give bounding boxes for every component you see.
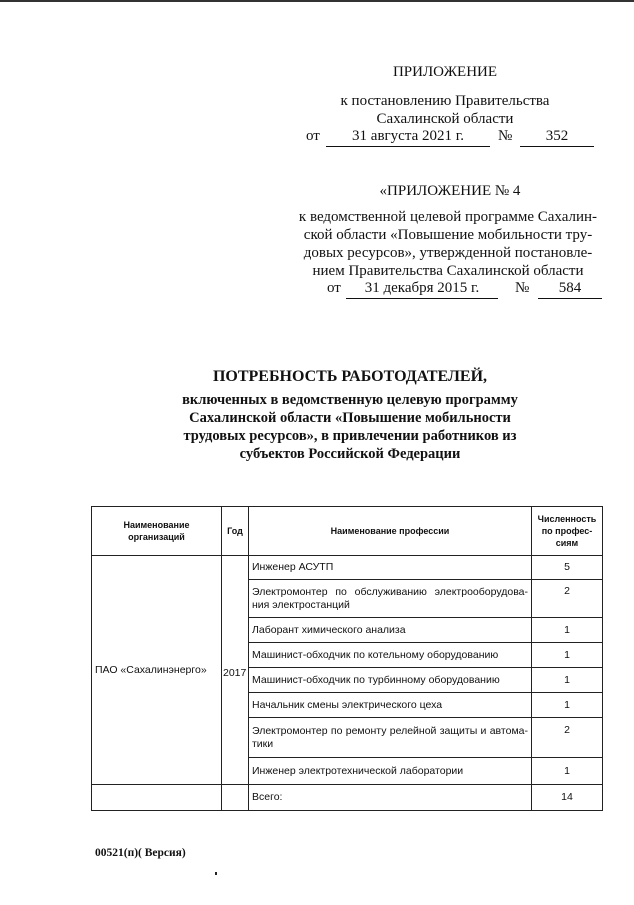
appendix4-date: 31 декабря 2015 г.	[346, 279, 498, 299]
table-header-row	[92, 507, 603, 556]
appendix-line-2: Сахалинской области	[376, 111, 514, 127]
count-cell: 2	[532, 580, 603, 618]
header-count: Численность по профес- сиям	[532, 507, 603, 556]
appendix4-number: 584	[538, 279, 602, 299]
appendix4-number-label: №	[515, 280, 530, 296]
profession-cell: Начальник смены электрического цеха	[249, 693, 532, 718]
header-profession: Наименование профессии	[249, 507, 532, 556]
employer-demand-table	[91, 506, 603, 811]
count-cell: 1	[532, 618, 603, 643]
profession-cell: Инженер АСУТП	[249, 556, 532, 580]
total-empty-year	[222, 785, 249, 811]
header-organizations: Наименование организаций	[92, 507, 222, 556]
header-year: Год	[222, 507, 249, 556]
heading-sub-line-1: включенных в ведомственную целевую программу	[182, 392, 518, 408]
appendix-number: 352	[520, 127, 594, 147]
count-cell: 5	[532, 556, 603, 580]
heading-sub-line-2: Сахалинской области «Повышение мобильности	[189, 410, 511, 426]
appendix4-title: «ПРИЛОЖЕНИЕ № 4	[379, 183, 521, 199]
appendix4-from-label: от	[327, 280, 341, 296]
appendix-line-1: к постановлению Правительства	[340, 93, 550, 109]
appendix4-line-2: ской области «Повышение мобильности тру-	[303, 227, 593, 243]
document-heading: ПОТРЕБНОСТЬ РАБОТОДАТЕЛЕЙ,	[212, 368, 488, 385]
organization-cell: ПАО «Сахалинэнерго»	[92, 556, 222, 785]
heading-sub-line-4: субъектов Российской Федерации	[239, 446, 461, 462]
year-cell: 2017	[222, 556, 249, 785]
appendix-date: 31 августа 2021 г.	[326, 127, 490, 147]
total-empty-org	[92, 785, 222, 811]
profession-cell: Машинист-обходчик по турбинному оборудованию	[249, 668, 532, 693]
total-value: 14	[532, 785, 603, 811]
heading-sub-line-3: трудовых ресурсов», в привлечении работников из	[183, 428, 517, 444]
profession-cell: Машинист-обходчик по котельному оборудованию	[249, 643, 532, 668]
table-row	[92, 556, 603, 580]
appendix4-line-3: довых ресурсов», утвержденной постановле-	[303, 245, 593, 261]
profession-cell: Инженер электротехнической лаборатории	[249, 758, 532, 785]
scan-mark	[215, 872, 217, 875]
profession-cell: Лаборант химического анализа	[249, 618, 532, 643]
top-border	[0, 0, 634, 2]
total-label: Всего:	[249, 785, 532, 811]
profession-cell: Электромонтер по обслуживанию электрооборудова-ния электростанций	[249, 580, 532, 618]
count-cell: 1	[532, 668, 603, 693]
count-cell: 1	[532, 758, 603, 785]
count-cell: 1	[532, 643, 603, 668]
appendix4-line-1: к ведомственной целевой программе Сахалин-	[298, 209, 598, 225]
document-code: 00521(п)( Версия)	[95, 847, 186, 859]
appendix-number-label: №	[498, 128, 513, 144]
appendix-from-label: от	[306, 128, 320, 144]
count-cell: 1	[532, 693, 603, 718]
count-cell: 2	[532, 718, 603, 758]
appendix-title: ПРИЛОЖЕНИЕ	[392, 64, 498, 80]
table-total-row	[92, 785, 603, 811]
appendix4-line-4: нием Правительства Сахалинской области	[312, 263, 584, 279]
profession-cell: Электромонтер по ремонту релейной защиты и автома-тики	[249, 718, 532, 758]
